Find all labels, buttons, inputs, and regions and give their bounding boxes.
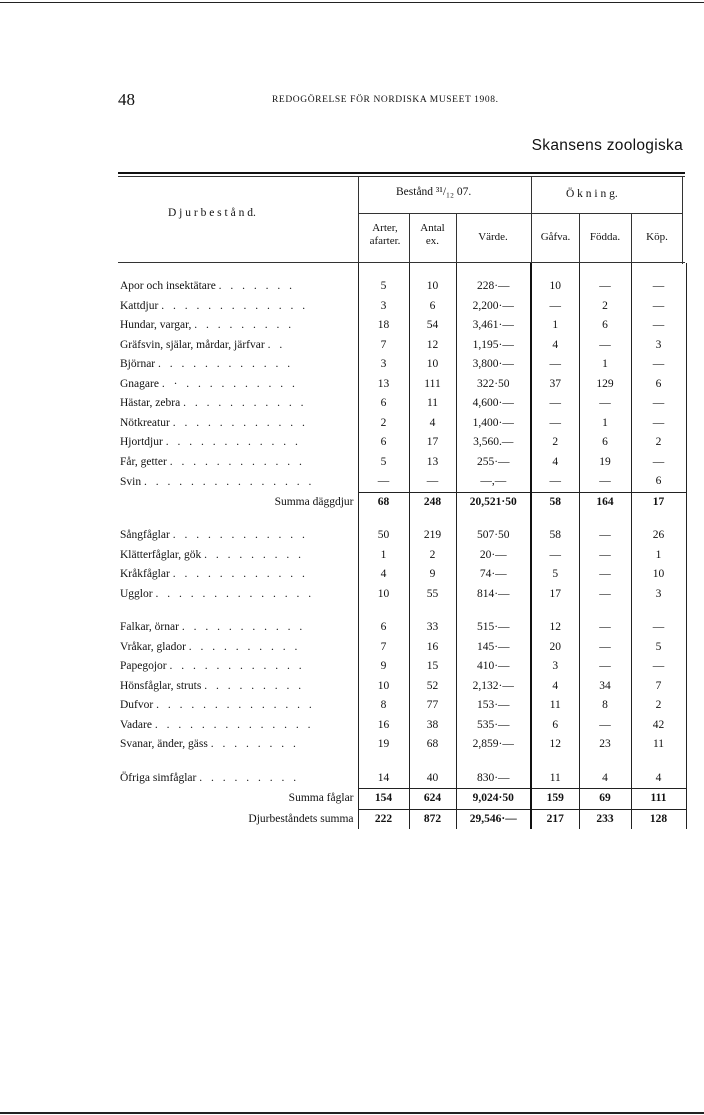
row-label-text: Svanar, änder, gäss (120, 738, 208, 751)
cell-gafva: 10 (531, 277, 579, 297)
cell-arter: 8 (358, 696, 409, 716)
cell-gafva: 5 (531, 565, 579, 585)
cell-antal: 33 (409, 618, 456, 638)
running-head: REDOGÖRELSE FÖR NORDISKA MUSEET 1908. (272, 95, 499, 105)
cell-gafva: 37 (531, 375, 579, 395)
table-row (118, 526, 686, 546)
header-djurbestand: D j u r b e s t å n d. (168, 207, 256, 219)
row-label-text: Får, getter (120, 455, 167, 468)
cell-fodda: 6 (579, 433, 631, 453)
table-row (118, 336, 686, 356)
table-row (118, 297, 686, 317)
table-row (118, 433, 686, 453)
cell-gafva: 4 (531, 336, 579, 356)
cell-varde: 2,200·— (456, 297, 531, 317)
cell-kop: — (631, 657, 686, 677)
page-top-edge (0, 2, 704, 3)
cell-arter: 6 (358, 394, 409, 414)
row-label (118, 618, 358, 638)
cell-antal: 77 (409, 696, 456, 716)
table-row (118, 735, 686, 755)
cell-kop: — (631, 414, 686, 434)
cell-gafva: — (531, 394, 579, 414)
cell-fodda: 233 (579, 809, 631, 829)
cell-fodda: 2 (579, 297, 631, 317)
cell-varde: 830·— (456, 769, 531, 789)
row-label (118, 696, 358, 716)
cell-fodda: — (579, 472, 631, 492)
cell-arter: 154 (358, 789, 409, 810)
row-label-text: Falkar, örnar (120, 621, 179, 634)
cell-antal: 55 (409, 585, 456, 605)
leader-dots: . . . . . . . . (210, 738, 299, 751)
cell-fodda: — (579, 657, 631, 677)
cell-kop: — (631, 394, 686, 414)
leader-dots: . . . . . . . . . . . . (165, 436, 301, 449)
cell-varde: 255·— (456, 453, 531, 473)
row-label (118, 414, 358, 434)
row-label-text: Kråkfåglar (120, 568, 170, 581)
cell-antal: — (409, 472, 456, 492)
cell-kop: — (631, 277, 686, 297)
cell-varde: 228·— (456, 277, 531, 297)
cell-varde: 29,546·— (456, 809, 531, 829)
header-varde: Värde. (478, 231, 508, 243)
row-label-text: Gnagare (120, 377, 159, 390)
table-row (118, 677, 686, 697)
cell-antal: 52 (409, 677, 456, 697)
row-label (118, 355, 358, 375)
cell-arter: 6 (358, 433, 409, 453)
row-label-text: Vadare (120, 718, 152, 731)
cell-gafva: 1 (531, 316, 579, 336)
cell-gafva: 4 (531, 677, 579, 697)
cell-kop: 5 (631, 638, 686, 658)
cell-arter: 18 (358, 316, 409, 336)
table-row (118, 277, 686, 297)
leader-dots: . . . . . . . . . . . . (158, 358, 294, 371)
row-label-text: Dufvor (120, 699, 154, 712)
header-gafva: Gåfva. (540, 231, 571, 243)
cell-kop: 17 (631, 492, 686, 512)
cell-antal: 10 (409, 277, 456, 297)
row-label (118, 453, 358, 473)
cell-kop: 6 (631, 472, 686, 492)
row-label (118, 716, 358, 736)
row-label-text: Nötkreatur (120, 416, 170, 429)
table-row (118, 414, 686, 434)
cell-gafva: 17 (531, 585, 579, 605)
cell-varde: 145·— (456, 638, 531, 658)
table-row (118, 565, 686, 585)
leader-dots: . . . . . . . . . . . (183, 397, 307, 410)
cell-kop: 6 (631, 375, 686, 395)
header-okning: Ö k n i n g. (566, 188, 618, 200)
table-row (118, 375, 686, 395)
spacer-row (118, 263, 686, 277)
cell-gafva: — (531, 355, 579, 375)
cell-kop: 2 (631, 433, 686, 453)
header-divider (456, 213, 457, 264)
cell-fodda: 34 (579, 677, 631, 697)
table-row (118, 585, 686, 605)
cell-varde: 1,400·— (456, 414, 531, 434)
cell-gafva: 12 (531, 735, 579, 755)
cell-varde: 507·50 (456, 526, 531, 546)
leader-dots: . . . . . . . . . . . . . . (154, 718, 314, 731)
cell-varde: 74·— (456, 565, 531, 585)
row-label (118, 336, 358, 356)
cell-kop: 3 (631, 336, 686, 356)
row-label (118, 492, 358, 512)
cell-fodda: — (579, 638, 631, 658)
header-kop: Köp. (646, 231, 668, 243)
cell-antal: 54 (409, 316, 456, 336)
cell-fodda: — (579, 716, 631, 736)
row-label (118, 297, 358, 317)
row-label (118, 809, 358, 829)
leader-dots: . . . . . . . . . (204, 548, 305, 561)
cell-arter: 16 (358, 716, 409, 736)
cell-arter: — (358, 472, 409, 492)
row-label-text: Öfriga simfåglar (120, 772, 197, 784)
cell-varde: 814·— (456, 585, 531, 605)
table-row (118, 716, 686, 736)
header-divider (358, 177, 359, 264)
cell-arter: 19 (358, 735, 409, 755)
cell-varde: 153·— (456, 696, 531, 716)
cell-gafva: — (531, 472, 579, 492)
spacer-row (118, 512, 686, 526)
cell-arter: 9 (358, 657, 409, 677)
cell-varde: 20,521·50 (456, 492, 531, 512)
leader-dots: . . . . . . . . . (204, 679, 305, 692)
cell-antal: 16 (409, 638, 456, 658)
cell-fodda: — (579, 618, 631, 638)
row-label (118, 638, 358, 658)
cell-arter: 68 (358, 492, 409, 512)
cell-arter: 1 (358, 546, 409, 566)
cell-antal: 10 (409, 355, 456, 375)
leader-dots: . . . . . . . . . . . . . (161, 299, 309, 312)
table-row (118, 546, 686, 566)
table-row (118, 394, 686, 414)
spacer-row (118, 755, 686, 769)
header-divider (631, 213, 632, 264)
cell-kop: 11 (631, 735, 686, 755)
cell-arter: 3 (358, 297, 409, 317)
row-label (118, 433, 358, 453)
cell-fodda: 1 (579, 355, 631, 375)
leader-dots: . . . . . . . . . (199, 772, 300, 784)
cell-arter: 7 (358, 336, 409, 356)
cell-antal: 9 (409, 565, 456, 585)
cell-arter: 5 (358, 277, 409, 297)
cell-gafva: 6 (531, 716, 579, 736)
cell-antal: 872 (409, 809, 456, 829)
row-label (118, 316, 358, 336)
cell-varde: 2,132·— (456, 677, 531, 697)
cell-varde: 4,600·— (456, 394, 531, 414)
leader-dots: . . . . . . . . . . . . . . . (143, 475, 315, 488)
cell-fodda: 23 (579, 735, 631, 755)
cell-antal: 248 (409, 492, 456, 512)
cell-fodda: — (579, 546, 631, 566)
leader-dots: . . . . . . . (218, 280, 296, 293)
cell-fodda: 6 (579, 316, 631, 336)
cell-kop: 128 (631, 809, 686, 829)
cell-fodda: 19 (579, 453, 631, 473)
cell-antal: 4 (409, 414, 456, 434)
row-label (118, 526, 358, 546)
leader-dots: . . . . . . . . . . . (181, 621, 306, 634)
header-divider (409, 213, 410, 264)
cell-fodda: — (579, 394, 631, 414)
cell-kop: 7 (631, 677, 686, 697)
cell-arter: 4 (358, 565, 409, 585)
cell-kop: — (631, 453, 686, 473)
row-label-text: Djurbeståndets summa (248, 812, 354, 825)
cell-kop: — (631, 316, 686, 336)
cell-kop: 26 (631, 526, 686, 546)
row-label-text: Summa fåglar (288, 792, 354, 805)
leader-dots: . . . . . . . . . . . . . . (156, 699, 315, 712)
cell-antal: 624 (409, 789, 456, 810)
row-label (118, 375, 358, 395)
cell-antal: 13 (409, 453, 456, 473)
cell-arter: 2 (358, 414, 409, 434)
cell-varde: 20·— (456, 546, 531, 566)
cell-antal: 11 (409, 394, 456, 414)
cell-kop: 42 (631, 716, 686, 736)
cell-arter: 13 (358, 375, 409, 395)
header-antal: Antal ex. (420, 222, 445, 247)
cell-kop: 10 (631, 565, 686, 585)
cell-arter: 6 (358, 618, 409, 638)
row-label-text: Vråkar, glador (120, 640, 186, 653)
header-subrule (358, 213, 682, 214)
cell-antal: 111 (409, 375, 456, 395)
cell-varde: 3,560.— (456, 433, 531, 453)
leader-dots: . . . . . . . . . . . . (169, 660, 305, 673)
cell-arter: 10 (358, 585, 409, 605)
table-top-rule (118, 172, 685, 174)
row-label-text: Kattdjur (120, 299, 159, 312)
leader-dots: . . . . . . . . . . . . . . (155, 587, 315, 600)
row-label (118, 735, 358, 755)
row-label (118, 394, 358, 414)
cell-antal: 40 (409, 769, 456, 789)
cell-kop: 2 (631, 696, 686, 716)
row-label-text: Hönsfåglar, struts (120, 679, 202, 692)
row-label (118, 789, 358, 810)
cell-gafva: 12 (531, 618, 579, 638)
header-divider (531, 177, 532, 264)
row-label-text: Gräfsvin, själar, mårdar, järfvar (120, 338, 265, 351)
row-label-text: Sångfåglar (120, 529, 170, 542)
row-label (118, 472, 358, 492)
page-number: 48 (118, 90, 135, 109)
leader-dots: . . . . . . . . . . . . (172, 416, 308, 429)
cell-antal: 12 (409, 336, 456, 356)
cell-varde: —,— (456, 472, 531, 492)
cell-varde: 9,024·50 (456, 789, 531, 810)
table-row (118, 453, 686, 473)
leader-dots: . . . . . . . . . . . . (172, 568, 308, 581)
cell-varde: 535·— (456, 716, 531, 736)
cell-gafva: 3 (531, 657, 579, 677)
sum-row (118, 492, 686, 512)
cell-gafva: 58 (531, 492, 579, 512)
cell-varde: 515·— (456, 618, 531, 638)
cell-fodda: 69 (579, 789, 631, 810)
cell-fodda: — (579, 277, 631, 297)
cell-antal: 68 (409, 735, 456, 755)
row-label (118, 565, 358, 585)
sum-row (118, 809, 686, 829)
cell-gafva: — (531, 297, 579, 317)
leader-dots: . . . . . . . . . . . . (172, 529, 308, 542)
stock-table (118, 263, 687, 829)
row-label-text: Apor och insektätare (120, 280, 216, 293)
table-body (118, 263, 686, 829)
table-top-rule-thin (118, 176, 685, 177)
row-label (118, 769, 358, 789)
table-row (118, 472, 686, 492)
table-row (118, 316, 686, 336)
cell-arter: 10 (358, 677, 409, 697)
page-bottom-edge (0, 1112, 704, 1114)
cell-fodda: — (579, 585, 631, 605)
cell-gafva: 159 (531, 789, 579, 810)
header-bestand: Bestånd ³¹/₁₂ 07. (396, 186, 472, 198)
cell-kop: 3 (631, 585, 686, 605)
cell-fodda: — (579, 565, 631, 585)
cell-arter: 7 (358, 638, 409, 658)
cell-arter: 14 (358, 769, 409, 789)
leader-dots: . . . . . . . . . . . . (169, 455, 305, 468)
row-label-text: Hundar, vargar, (120, 319, 192, 332)
cell-kop: — (631, 297, 686, 317)
cell-gafva: — (531, 546, 579, 566)
cell-arter: 5 (358, 453, 409, 473)
cell-fodda: 129 (579, 375, 631, 395)
cell-antal: 2 (409, 546, 456, 566)
cell-gafva: 20 (531, 638, 579, 658)
cell-kop: 1 (631, 546, 686, 566)
cell-fodda: 8 (579, 696, 631, 716)
cell-gafva: 217 (531, 809, 579, 829)
spacer-row (118, 604, 686, 618)
row-label (118, 585, 358, 605)
table-row (118, 696, 686, 716)
leader-dots: . . . . . . . . . (194, 319, 295, 332)
table-row (118, 769, 686, 789)
sum-row (118, 789, 686, 810)
row-label-text: Hjortdjur (120, 436, 163, 449)
header-divider (579, 213, 580, 264)
cell-varde: 1,195·— (456, 336, 531, 356)
row-label-text: Summa däggdjur (274, 495, 354, 508)
cell-fodda: — (579, 526, 631, 546)
cell-antal: 219 (409, 526, 456, 546)
cell-varde: 3,461·— (456, 316, 531, 336)
cell-arter: 3 (358, 355, 409, 375)
row-label-text: Hästar, zebra (120, 397, 181, 410)
row-label (118, 677, 358, 697)
header-divider (682, 177, 683, 264)
leader-dots: . . . . . . . . . . (188, 640, 301, 653)
cell-kop: 111 (631, 789, 686, 810)
cell-antal: 38 (409, 716, 456, 736)
cell-antal: 17 (409, 433, 456, 453)
row-label (118, 657, 358, 677)
table-row (118, 618, 686, 638)
row-label-text: Björnar (120, 358, 156, 371)
cell-arter: 222 (358, 809, 409, 829)
row-label (118, 546, 358, 566)
cell-gafva: 2 (531, 433, 579, 453)
leader-dots: . · . . . . . . . . . . (161, 377, 298, 390)
table-row (118, 355, 686, 375)
header-arter: Arter, afarter. (369, 222, 401, 247)
cell-kop: — (631, 355, 686, 375)
section-title: Skansens zoologiska (531, 137, 683, 154)
row-label-text: Klätterfåglar, gök (120, 548, 202, 561)
cell-arter: 50 (358, 526, 409, 546)
cell-kop: — (631, 618, 686, 638)
cell-antal: 15 (409, 657, 456, 677)
table-row (118, 638, 686, 658)
cell-antal: 6 (409, 297, 456, 317)
cell-fodda: 1 (579, 414, 631, 434)
row-label (118, 277, 358, 297)
cell-fodda: — (579, 336, 631, 356)
cell-gafva: 11 (531, 769, 579, 789)
leader-dots: . . (267, 338, 286, 351)
row-label-text: Svin (120, 475, 142, 488)
cell-varde: 322·50 (456, 375, 531, 395)
cell-varde: 3,800·— (456, 355, 531, 375)
row-label-text: Ugglor (120, 587, 153, 600)
cell-fodda: 4 (579, 769, 631, 789)
cell-gafva: 11 (531, 696, 579, 716)
cell-gafva: 4 (531, 453, 579, 473)
header-fodda: Födda. (589, 231, 621, 243)
cell-varde: 410·— (456, 657, 531, 677)
cell-gafva: — (531, 414, 579, 434)
row-label-text: Papegojor (120, 660, 167, 673)
cell-gafva: 58 (531, 526, 579, 546)
cell-kop: 4 (631, 769, 686, 789)
cell-fodda: 164 (579, 492, 631, 512)
table-row (118, 657, 686, 677)
cell-varde: 2,859·— (456, 735, 531, 755)
